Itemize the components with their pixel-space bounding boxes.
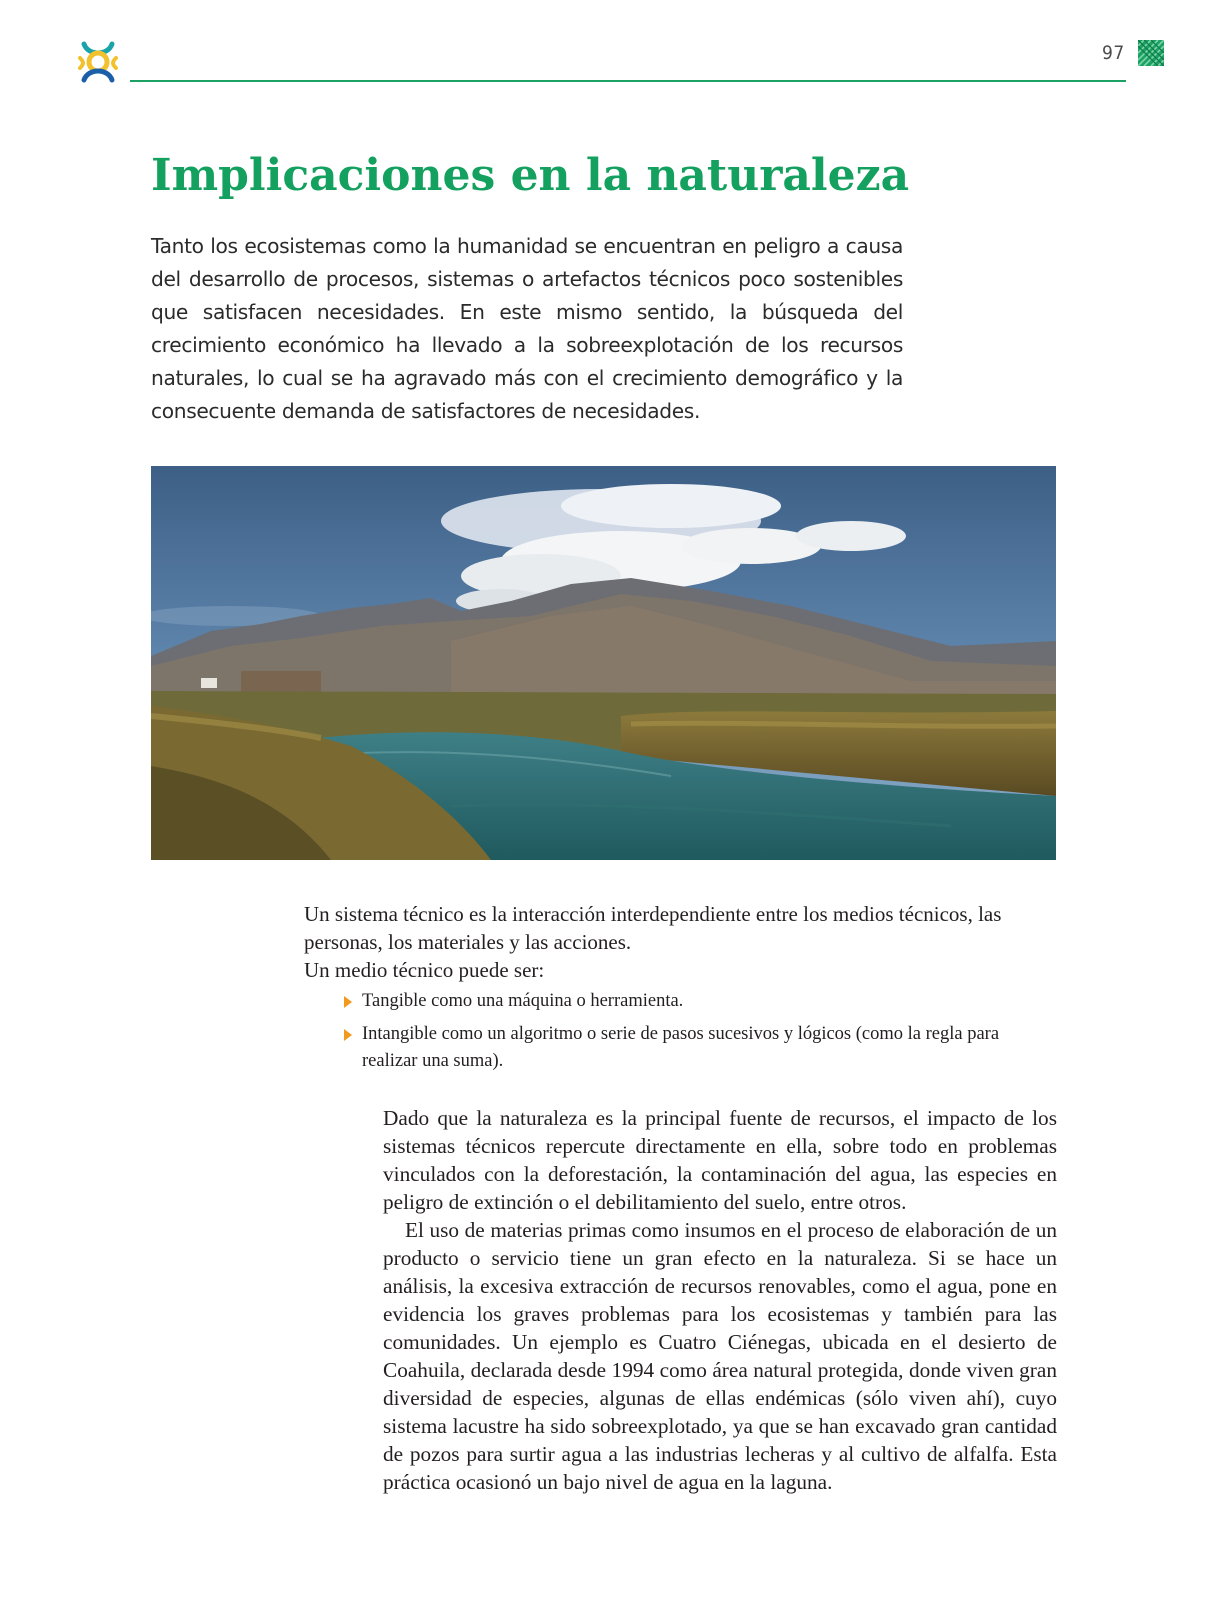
triangle-bullet-icon <box>344 996 352 1008</box>
body-paragraph-2: El uso de materias primas como insumos en el proceso de elaboración de un producto o servicio tiene un gran efecto en la naturaleza. Si se hace un análisis, la excesiva extracción de recursos renovables, como el agua, pone en evidencia los graves problemas para los ecosistemas y también para las comunidades. Un ejemplo es Cuatro Ciénegas, ubicada en el desierto de Coahuila, declarada desde 1994 como área natural protegida, donde viven gran diversidad de especies, algunas de ellas endémicas (sólo viven ahí), cuyo sistema lacustre ha sido sobreexplotado, ya que se han excavado gran cantidad de pozos para surtir agua a las industrias lecheras y al cultivo de alfalfa. Esta práctica ocasionó un bajo nivel de agua en la laguna. <box>383 1218 1057 1494</box>
green-pattern-icon <box>1138 40 1164 66</box>
header-rule <box>130 80 1126 82</box>
definition-subtitle: Un medio técnico puede ser: <box>304 958 545 982</box>
page-number: 97 <box>1102 42 1125 64</box>
list-item-text: Tangible como una máquina o herramienta. <box>362 991 684 1011</box>
triangle-bullet-icon <box>344 1029 352 1041</box>
program-logo-icon <box>74 38 122 86</box>
body-text <box>383 1104 1057 1496</box>
list-item <box>342 1021 1004 1075</box>
list-item-text: Intangible como un algoritmo o serie de pasos sucesivos y lógicos (como la regla para realizar una suma). <box>362 1024 1000 1071</box>
definition-text: Un sistema técnico es la interacción interdependiente entre los medios técnicos, las personas, los materiales y las acciones. <box>304 902 1002 954</box>
landscape-photo <box>151 466 1056 860</box>
list-item <box>342 988 1004 1015</box>
intro-paragraph: Tanto los ecosistemas como la humanidad se encuentran en peligro a causa del desarrollo de procesos, sistemas o artefactos técnicos poco sostenibles que satisfacen necesidades. En este mismo sentido, la búsqueda del crecimiento económico ha llevado a la sobreexplotación de los recursos naturales, lo cual se ha agravado más con el crecimiento demográfico y la consecuente demanda de satisfactores de necesidades. <box>151 234 903 423</box>
bullet-list <box>304 988 1004 1075</box>
page-title: Implicaciones en la naturaleza <box>151 150 910 201</box>
definition-box <box>304 900 1004 1081</box>
body-paragraph-1: Dado que la naturaleza es la principal fuente de recursos, el impacto de los sistemas técnicos repercute directamente en ella, sobre todo en problemas vinculados con la deforestación, la contaminación del agua, las especies en peligro de extinción o el debilitamiento del suelo, entre otros. <box>383 1106 1057 1214</box>
